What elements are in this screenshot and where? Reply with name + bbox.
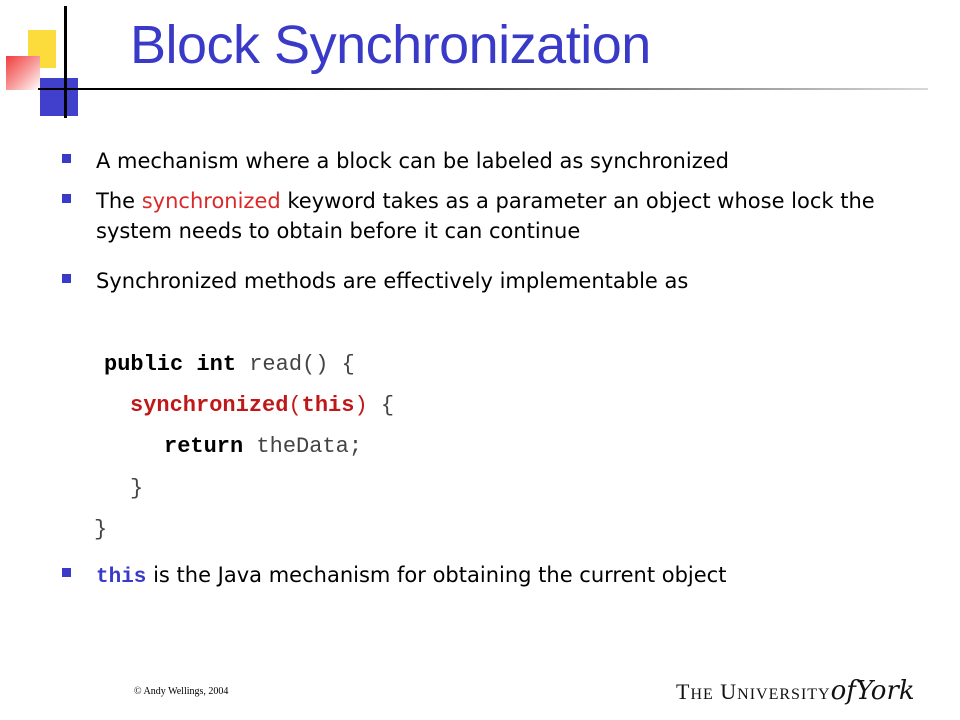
square-bullet-icon [62,194,71,203]
bullet-item [62,266,922,296]
code-keyword: synchronized [130,393,289,418]
code-line: } [94,517,108,542]
slide-title: Block Synchronization [130,15,651,75]
logo-text: York [855,676,915,706]
bullet-text-part: is the Java mechanism for obtaining the current object [146,563,727,587]
bullet-text-part: keyword takes as a parameter an object whose lock the system needs to obtain before it can continue [96,189,875,243]
square-bullet-icon [62,568,71,577]
bullet-text [96,186,922,246]
decorative-vertical-line [64,6,67,118]
bullet-text [96,560,922,593]
code-line [104,352,355,378]
code-this: this [96,566,147,589]
logo-text: U [720,679,738,704]
code-keyword: public [104,352,184,377]
bullet-item [62,186,922,246]
code-keyword: this [301,393,355,418]
bullet-item [62,560,922,593]
code-text: theData; [243,434,363,459]
copyright-notice: © Andy Wellings, 2004 [134,686,229,697]
decorative-red-square [6,56,40,90]
logo-text: of [830,676,856,706]
university-of-york-logo [676,676,915,706]
code-text: { [367,393,395,418]
keyword-synchronized: synchronized [141,189,281,213]
bullet-text: A mechanism where a block can be labeled as synchronized [96,149,729,173]
bullet-text: Synchronized methods are effectively implementable as [96,269,689,293]
code-text: read() { [236,352,355,377]
code-text: ( [288,393,302,418]
code-line [130,393,394,419]
bullet-item [62,146,922,176]
code-line: } [130,476,144,501]
logo-text: HE [690,686,714,703]
logo-text: T [676,679,691,704]
square-bullet-icon [62,274,71,283]
code-keyword: int [196,352,237,377]
code-line [164,434,362,460]
code-keyword: return [164,434,244,459]
code-text: ) [354,393,368,418]
bullet-text-part: The [96,189,142,213]
decorative-blue-square [40,78,78,116]
square-bullet-icon [62,154,71,163]
logo-text: NIVERSITY [737,686,831,703]
title-underline [38,88,928,90]
